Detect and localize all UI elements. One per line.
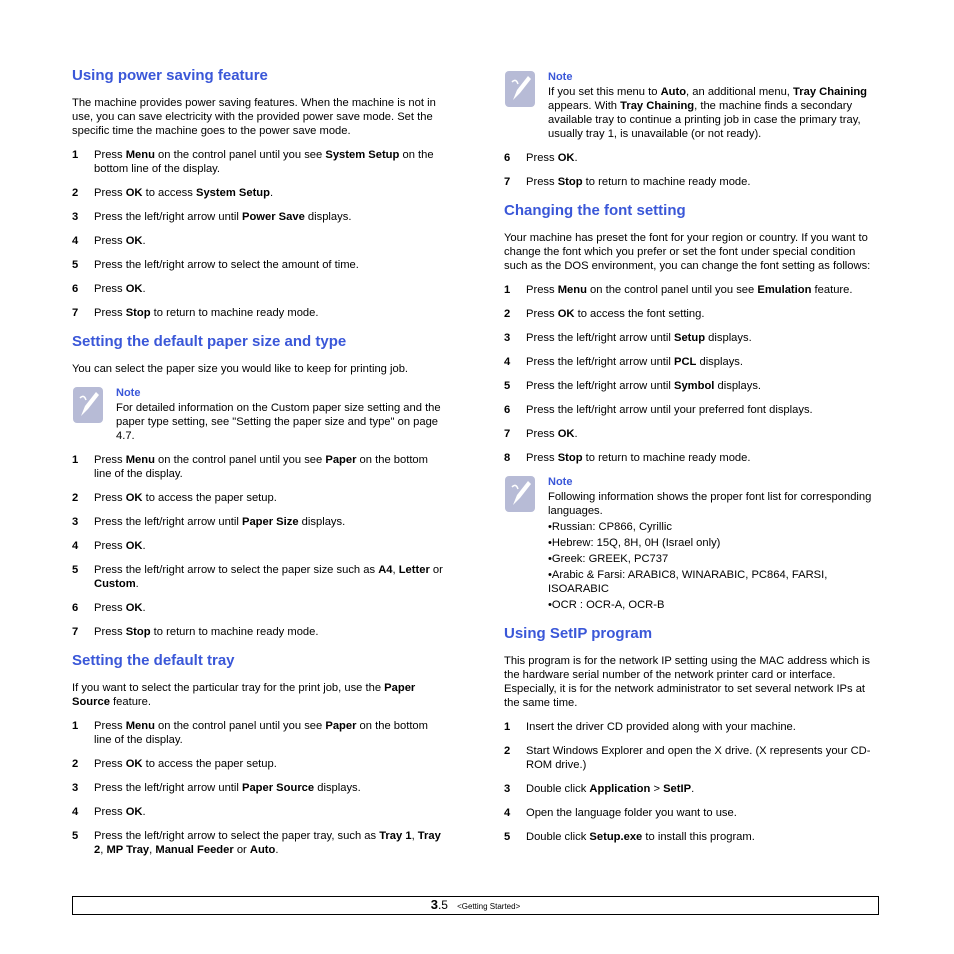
text-run: Press the left/right arrow until — [94, 782, 242, 794]
bold-term: SetIP — [663, 783, 692, 795]
bold-term: OK — [125, 602, 143, 614]
text-run: Press the left/right arrow until your preferred font displays. — [526, 404, 813, 416]
note-pencil-icon — [504, 70, 538, 108]
text-run: Press the left/right arrow to select the paper size such as — [94, 564, 379, 576]
note-text: •Arabic & Farsi: ARABIC8, WINARABIC, PC864, FARSI, ISOARABIC — [548, 569, 828, 595]
bold-term: Menu — [125, 149, 155, 161]
step-text — [94, 187, 273, 199]
text-run: Press the left/right arrow until — [526, 332, 674, 344]
text-run: on the control panel until you see — [586, 284, 758, 296]
text-run: to return to machine ready mode. — [150, 307, 319, 319]
text-run: Press — [526, 452, 558, 464]
note-text: •OCR : OCR-A, OCR-B — [548, 599, 665, 611]
bold-term: Paper Size — [241, 516, 299, 528]
step-item — [504, 782, 880, 796]
text-run: Press — [94, 492, 126, 504]
text-run: . — [135, 578, 139, 590]
bold-term: Power Save — [241, 211, 305, 223]
text-run: Press the left/right arrow to select the paper tray, such as — [94, 830, 380, 842]
step-text — [94, 454, 428, 480]
step-text — [526, 831, 755, 843]
text-run: , — [411, 830, 418, 842]
step-number: 6 — [72, 283, 79, 295]
text-run: feature. — [109, 696, 151, 708]
step-text — [94, 720, 428, 746]
bold-term: MP Tray — [106, 844, 150, 856]
step-text — [94, 492, 277, 504]
text-run: , the machine finds a secondary available tray to continue a printing job in case the primary tray, usually tray 1, is unavailable (or not ready). — [548, 100, 861, 140]
page-number-chapter: 3 — [430, 897, 438, 912]
step-text — [94, 626, 318, 638]
left-column — [72, 66, 448, 869]
step-number: 2 — [72, 492, 79, 504]
note-pencil-icon — [504, 475, 538, 513]
text-run: on the bottom line of the display. — [94, 149, 434, 175]
section-tray-continued — [504, 151, 880, 189]
bold-term: Stop — [557, 452, 583, 464]
step-item — [72, 829, 448, 857]
text-run: appears. With — [548, 100, 621, 112]
bold-term: Paper Source — [241, 782, 315, 794]
section-heading: Setting the default paper size and type — [72, 333, 347, 350]
text-run: Press — [526, 308, 558, 320]
step-text — [526, 452, 750, 464]
text-run: Press — [94, 283, 126, 295]
step-number: 6 — [504, 404, 511, 416]
text-run: Press — [94, 149, 126, 161]
step-item — [72, 757, 448, 771]
step-text — [526, 152, 578, 164]
step-number: 3 — [72, 211, 79, 223]
step-text — [526, 332, 752, 344]
bold-term: Tray Chaining — [620, 100, 695, 112]
step-item — [504, 355, 880, 369]
step-item — [72, 781, 448, 795]
text-run: Double click — [526, 783, 590, 795]
step-item — [504, 331, 880, 345]
bold-term: OK — [125, 758, 143, 770]
bold-term: Stop — [125, 626, 151, 638]
note-title: Note — [548, 476, 573, 488]
text-run: . — [142, 806, 146, 818]
text-run: displays. — [696, 356, 743, 368]
step-text — [94, 758, 277, 770]
step-text — [94, 782, 361, 794]
text-run: Press — [526, 152, 558, 164]
step-item — [504, 379, 880, 393]
text-run: Press — [94, 758, 126, 770]
bold-term: OK — [125, 235, 143, 247]
text-run: on the control panel until you see — [154, 454, 326, 466]
step-text — [526, 428, 578, 440]
note-box — [504, 475, 880, 612]
step-text — [94, 516, 345, 528]
text-run: Press — [94, 806, 126, 818]
step-number: 1 — [72, 454, 79, 466]
step-list — [72, 453, 448, 639]
step-text — [94, 235, 146, 247]
note-text: For detailed information on the Custom paper size setting and the paper type setting, see "Setting the paper size and type" on page 4.7. — [116, 402, 441, 442]
step-item — [504, 830, 880, 844]
page-footer — [72, 896, 879, 915]
bold-term: Tray 1 — [379, 830, 412, 842]
step-text — [526, 356, 743, 368]
step-item — [72, 148, 448, 176]
step-text — [94, 259, 359, 271]
bold-term: OK — [125, 806, 143, 818]
step-item — [72, 186, 448, 200]
step-text — [526, 404, 813, 416]
bold-term: Letter — [398, 564, 430, 576]
step-text — [526, 380, 761, 392]
text-run: Start Windows Explorer and open the X drive. (X represents your CD-ROM drive.) — [526, 745, 871, 771]
step-number: 6 — [72, 602, 79, 614]
section-default-tray — [72, 651, 448, 857]
bold-term: Auto — [660, 86, 687, 98]
section-intro — [72, 681, 448, 709]
step-item — [72, 563, 448, 591]
text-run: If you set this menu to — [548, 86, 661, 98]
bold-term: Paper Source — [72, 682, 416, 708]
bold-term: Application — [589, 783, 651, 795]
bold-term: Tray 2 — [94, 830, 441, 856]
section-paper-size — [72, 332, 448, 639]
text-run: . — [691, 783, 695, 795]
note-text: •Greek: GREEK, PC737 — [548, 553, 669, 565]
step-text — [94, 211, 351, 223]
note-pencil-icon — [72, 386, 106, 424]
step-item — [504, 403, 880, 417]
step-item — [504, 283, 880, 297]
note-title: Note — [116, 387, 141, 399]
section-power-saving — [72, 66, 448, 320]
text-run: Press — [94, 454, 126, 466]
step-number: 2 — [504, 308, 511, 320]
step-number: 2 — [504, 745, 511, 757]
step-item — [504, 427, 880, 441]
step-list — [504, 283, 880, 465]
text-run: or — [429, 564, 443, 576]
text-run: to access — [142, 187, 196, 199]
step-list — [72, 148, 448, 320]
text-run: Press — [526, 176, 558, 188]
text-run: displays. — [705, 332, 752, 344]
note-text: Following information shows the proper font list for corresponding languages. — [548, 491, 872, 517]
section-setip — [504, 624, 880, 844]
text-run: . — [142, 540, 146, 552]
text-run: Press — [94, 235, 126, 247]
text-run: . — [142, 283, 146, 295]
section-heading: Setting the default tray — [72, 652, 235, 669]
text-run: , — [149, 844, 156, 856]
section-heading: Changing the font setting — [504, 202, 686, 219]
step-item — [504, 307, 880, 321]
text-run: to return to machine ready mode. — [582, 176, 751, 188]
text-run: Insert the driver CD provided along with your machine. — [526, 721, 796, 733]
text-run: on the bottom line of the display. — [94, 454, 428, 480]
text-run: Press — [94, 307, 126, 319]
note-text: •Hebrew: 15Q, 8H, 0H (Israel only) — [548, 537, 721, 549]
step-number: 1 — [72, 720, 79, 732]
text-run: to access the paper setup. — [142, 758, 277, 770]
step-number: 3 — [72, 516, 79, 528]
step-text — [94, 149, 434, 175]
section-font-setting — [504, 201, 880, 612]
text-run: If you want to select the particular tray for the print job, use the — [72, 682, 385, 694]
text-run: Double click — [526, 831, 590, 843]
step-number: 3 — [72, 782, 79, 794]
step-number: 5 — [72, 830, 79, 842]
text-run: Press — [94, 540, 126, 552]
bold-term: Menu — [125, 454, 155, 466]
text-run: Press the left/right arrow until — [94, 211, 242, 223]
step-number: 6 — [504, 152, 511, 164]
section-intro: This program is for the network IP setting using the MAC address which is the hardware serial number of the network printer card or interface. Especially, it is for the network administrator to set several network IPs at the same time. — [504, 655, 871, 709]
step-item — [504, 151, 880, 165]
text-run: Press — [526, 428, 558, 440]
step-item — [504, 744, 880, 772]
text-run: . — [142, 235, 146, 247]
step-item — [72, 306, 448, 320]
page-number-page: .5 — [437, 898, 448, 912]
text-run: to install this program. — [642, 831, 755, 843]
step-number: 1 — [504, 721, 511, 733]
step-text — [94, 830, 441, 856]
step-item — [504, 806, 880, 820]
step-number: 7 — [504, 176, 511, 188]
bold-term: OK — [125, 187, 143, 199]
text-run: to return to machine ready mode. — [582, 452, 751, 464]
step-number: 7 — [72, 626, 79, 638]
text-run: Open the language folder you want to use. — [526, 807, 737, 819]
text-run: , — [392, 564, 399, 576]
step-number: 8 — [504, 452, 511, 464]
note-title: Note — [548, 71, 573, 83]
text-run: displays. — [714, 380, 762, 392]
text-run: . — [142, 602, 146, 614]
step-list — [504, 720, 880, 844]
step-item — [72, 601, 448, 615]
text-run: Press the left/right arrow until — [526, 356, 674, 368]
step-text — [526, 807, 737, 819]
step-item — [504, 451, 880, 465]
text-run: Press — [94, 626, 126, 638]
bold-term: Emulation — [757, 284, 812, 296]
step-text — [526, 284, 852, 296]
section-heading: Using SetIP program — [504, 625, 653, 642]
step-number: 4 — [504, 356, 511, 368]
note-box — [504, 70, 880, 141]
bold-term: Menu — [125, 720, 155, 732]
note-box — [72, 386, 448, 443]
step-item — [72, 234, 448, 248]
bold-term: Paper — [325, 454, 357, 466]
step-text — [94, 564, 443, 590]
bold-term: OK — [557, 428, 575, 440]
text-run: Press — [94, 602, 126, 614]
bold-term: Stop — [557, 176, 583, 188]
text-run: to return to machine ready mode. — [150, 626, 319, 638]
bold-term: Tray Chaining — [793, 86, 868, 98]
text-run: > — [650, 783, 664, 795]
step-number: 1 — [72, 149, 79, 161]
bold-term: System Setup — [325, 149, 400, 161]
text-run: on the control panel until you see — [154, 149, 326, 161]
bold-term: System Setup — [195, 187, 270, 199]
text-run: Press — [94, 720, 126, 732]
step-number: 2 — [72, 187, 79, 199]
text-run: to access the font setting. — [574, 308, 705, 320]
step-number: 7 — [72, 307, 79, 319]
bold-term: A4 — [378, 564, 393, 576]
step-number: 4 — [504, 807, 511, 819]
note-text: •Russian: CP866, Cyrillic — [548, 521, 672, 533]
bold-term: OK — [125, 492, 143, 504]
bold-term: Auto — [249, 844, 276, 856]
text-run: displays. — [298, 516, 346, 528]
step-number: 3 — [504, 332, 511, 344]
bold-term: Menu — [557, 284, 587, 296]
step-number: 4 — [72, 806, 79, 818]
text-run: . — [269, 187, 274, 199]
step-text — [94, 602, 146, 614]
step-list — [504, 151, 880, 189]
text-run: Press — [94, 187, 126, 199]
step-item — [72, 258, 448, 272]
section-intro: Your machine has preset the font for your region or country. If you want to change the font which you prefer or set the font under special condition such as the DOS environment, you can change the font setting as follows: — [504, 232, 871, 272]
step-number: 4 — [72, 540, 79, 552]
step-number: 5 — [504, 831, 511, 843]
step-number: 4 — [72, 235, 79, 247]
step-number: 5 — [504, 380, 511, 392]
step-item — [72, 539, 448, 553]
step-item — [72, 719, 448, 747]
step-item — [72, 282, 448, 296]
step-list — [72, 719, 448, 857]
step-text — [526, 783, 694, 795]
bold-term: PCL — [673, 356, 697, 368]
bold-term: OK — [125, 283, 143, 295]
step-text — [526, 745, 870, 771]
step-text — [94, 283, 146, 295]
text-run: or — [233, 844, 250, 856]
step-text — [526, 721, 796, 733]
step-item — [504, 175, 880, 189]
bold-term: Setup — [673, 332, 706, 344]
text-run: displays. — [314, 782, 361, 794]
chapter-name: <Getting Started> — [457, 902, 521, 911]
text-run: Press — [526, 284, 558, 296]
step-item — [72, 453, 448, 481]
text-run: displays. — [304, 211, 352, 223]
step-text — [526, 176, 750, 188]
step-number: 7 — [504, 428, 511, 440]
bold-term: OK — [125, 540, 143, 552]
step-item — [72, 515, 448, 529]
step-text — [94, 307, 318, 319]
bold-term: Paper — [325, 720, 357, 732]
step-text — [526, 308, 704, 320]
bold-term: Stop — [125, 307, 151, 319]
text-run: on the control panel until you see — [154, 720, 326, 732]
text-run: . — [275, 844, 279, 856]
step-item — [72, 491, 448, 505]
bold-term: Symbol — [673, 380, 715, 392]
text-run: . — [574, 428, 578, 440]
step-item — [504, 720, 880, 734]
step-item — [72, 625, 448, 639]
text-run: , an additional menu, — [686, 86, 794, 98]
text-run: . — [574, 152, 578, 164]
step-number: 2 — [72, 758, 79, 770]
text-run: feature. — [811, 284, 853, 296]
note-text — [548, 85, 880, 141]
bold-term: OK — [557, 308, 575, 320]
text-run: Press the left/right arrow until — [94, 516, 242, 528]
step-item — [72, 210, 448, 224]
section-intro: You can select the paper size you would like to keep for printing job. — [72, 363, 409, 375]
bold-term: Custom — [94, 578, 136, 590]
step-number: 5 — [72, 259, 79, 271]
text-run: to access the paper setup. — [142, 492, 277, 504]
step-item — [72, 805, 448, 819]
step-number: 5 — [72, 564, 79, 576]
step-text — [94, 806, 146, 818]
step-number: 3 — [504, 783, 511, 795]
bold-term: Manual Feeder — [155, 844, 234, 856]
text-run: , — [100, 844, 107, 856]
bold-term: Setup.exe — [589, 831, 643, 843]
text-run: Press the left/right arrow until — [526, 380, 674, 392]
step-number: 1 — [504, 284, 511, 296]
text-run: on the bottom line of the display. — [94, 720, 428, 746]
section-intro: The machine provides power saving features. When the machine is not in use, you can save electricity with the provided power save mode. Set the specific time the machine goes to the power save mode. — [72, 97, 436, 137]
text-run: Press the left/right arrow to select the amount of time. — [94, 259, 359, 271]
right-column — [504, 66, 880, 856]
bold-term: OK — [557, 152, 575, 164]
section-heading: Using power saving feature — [72, 67, 268, 84]
step-text — [94, 540, 146, 552]
